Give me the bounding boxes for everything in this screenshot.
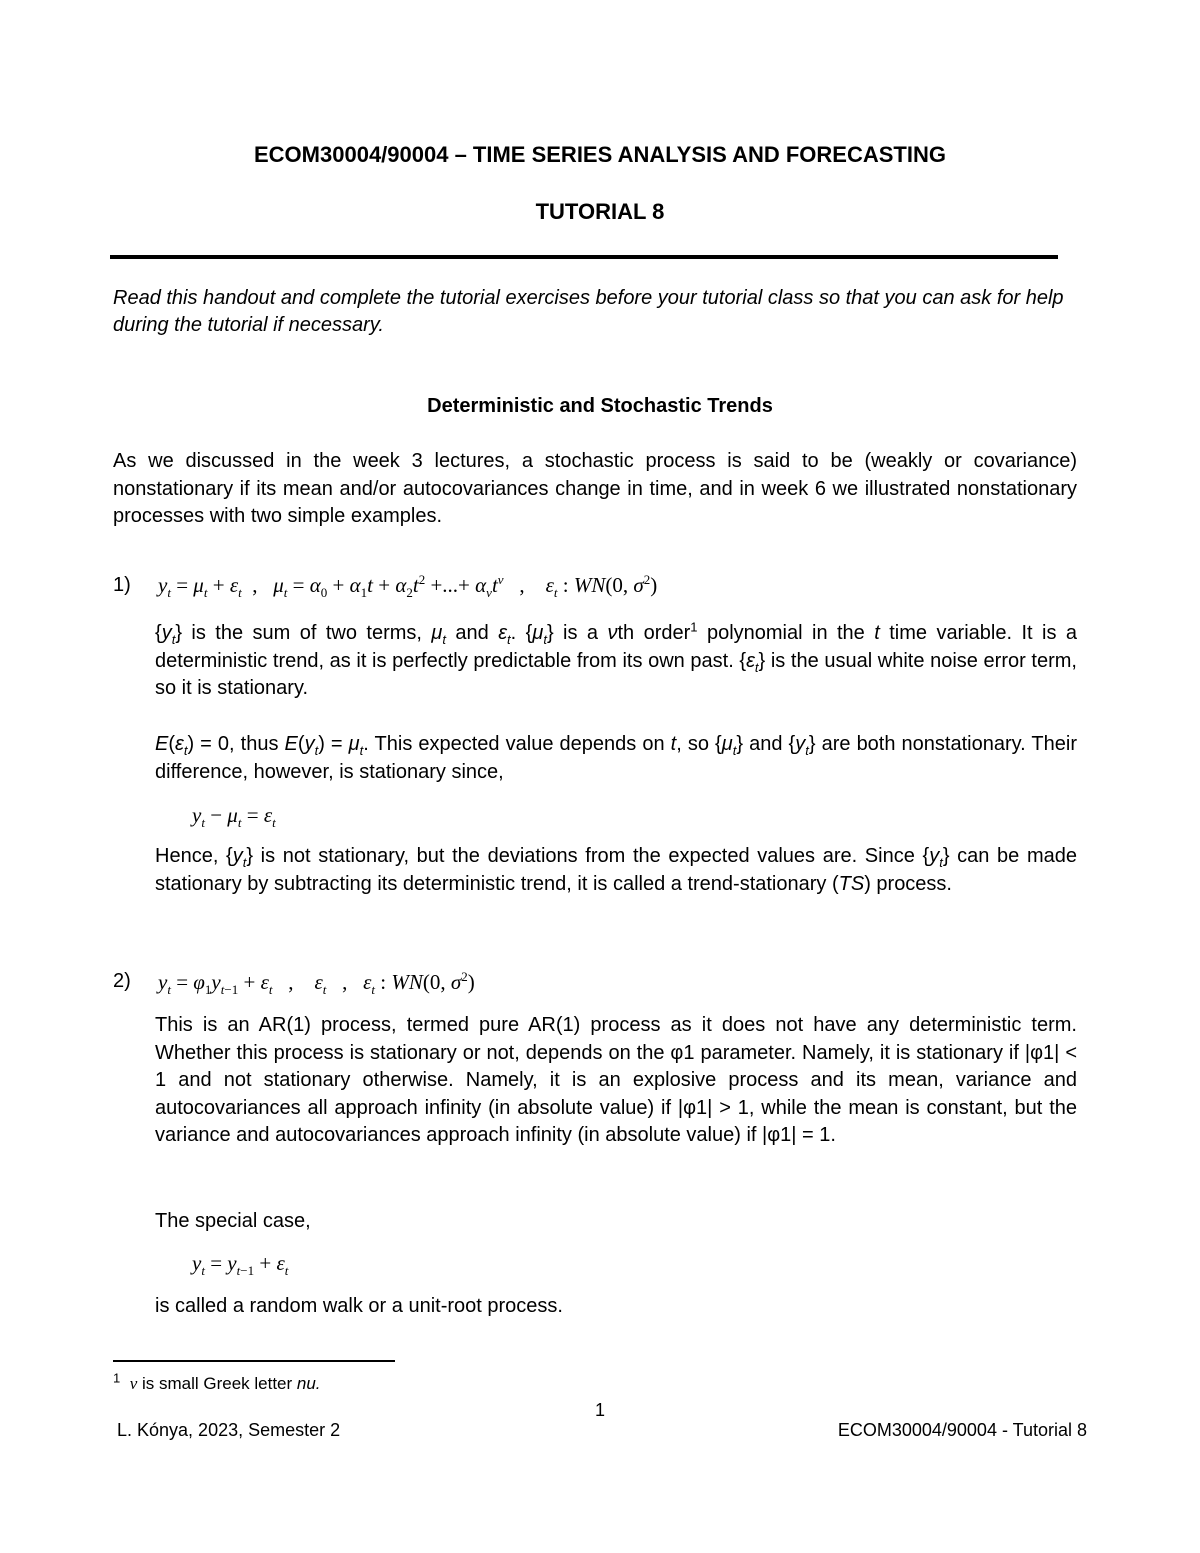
section-heading: Deterministic and Stochastic Trends [427, 395, 773, 417]
document-title: ECOM30004/90004 – TIME SERIES ANALYSIS AND FORECASTING [254, 142, 946, 167]
item-2-paragraph-2: The special case, [155, 1210, 311, 1232]
footer-left: L. Kónya, 2023, Semester 2 [117, 1420, 341, 1440]
page-number: 1 [594, 1400, 605, 1420]
item-1-paragraph-2: $E(\varepsilon_t) = 0$, thus $E(y_t) = \mu_t$. This expected value depends on t, so $\{\mu_t\}$ and $\{y_t\}$ are both nonstationary. Their difference, however, is stationary since, [155, 733, 1077, 783]
intro-note: Read this handout and complete the tutorial exercises before your tutorial class so that you can ask for help during the tutorial if necessary. [113, 287, 1064, 336]
intro-paragraph: As we discussed in the week 3 lectures, a stochastic process is said to be (weakly or covariance) nonstationary if its mean and/or autocovariances change in time, and in week 6 we illustrated nonstationary processes with two simple examples. [113, 450, 1077, 527]
item-1-number: 1) [113, 574, 131, 596]
title-divider [110, 255, 1058, 259]
item-2-number: 2) [113, 970, 131, 992]
item-2-paragraph-1: This is an AR(1) process, termed pure AR(1) process as it does not have any deterministic term. Whether this process is stationary or not, depends on the φ1 parameter. Namely, it is stationary if |φ1| < 1 and not stationary otherwise. Namely, it is an explosive process and its mean, variance and autocovariances all approach infinity (in absolute value) if |φ1| > 1, while the mean is constant, but the variance and autocovariances approach infinity (in absolute value) if |φ1| = 1. [155, 1014, 1077, 1146]
random-walk-equation: $y_t = y_{t-1} + \varepsilon_t$ [192, 1251, 289, 1279]
item-1-difference-equation: $y_t - \mu_t = \varepsilon_t$ [192, 803, 276, 831]
footnote-divider [113, 1360, 395, 1362]
tutorial-number: TUTORIAL 8 [535, 199, 665, 224]
item-1-paragraph-3: Hence, $\{y_t\}$ is not stationary, but the deviations from the expected values are. Since $\{y_t\}$ can be made stationary by subtracting its deterministic trend, it is called a trend-stationary (TS) process. [155, 845, 1077, 895]
footnote: $^1$ ν is small Greek letter nu. [113, 1370, 321, 1393]
footer-right: ECOM30004/90004 - Tutorial 8 [837, 1420, 1087, 1440]
item-2-paragraph-3: is called a random walk or a unit-root process. [155, 1295, 563, 1317]
item-1-paragraph-1: $\{y_t\}$ is the sum of two terms, $\mu_t$ and $\varepsilon_t$. $\{\mu_t\}$ is a νth order$^1$ polynomial in the t time variable. It is a deterministic trend, as it is perfectly predictable from its own past. $\{\varepsilon_t\}$ is the usual white noise error term, so it is stationary. [155, 619, 1078, 699]
item-2-equation: $y_t = \varphi_1y_{t-1} + \varepsilon_t$ , $\varepsilon_t$ , $\varepsilon_t$ : WN(0, $\sigma^2$) [158, 969, 475, 998]
item-1-equation: $y_t = \mu_t + \varepsilon_t$ , $\mu_t = \alpha_0 + \alpha_1t + \alpha_2t^2$ +...+ $\alpha_\nu t^\nu$ , $\varepsilon_t$ : WN(0, $\sigma^2$) [158, 572, 658, 601]
